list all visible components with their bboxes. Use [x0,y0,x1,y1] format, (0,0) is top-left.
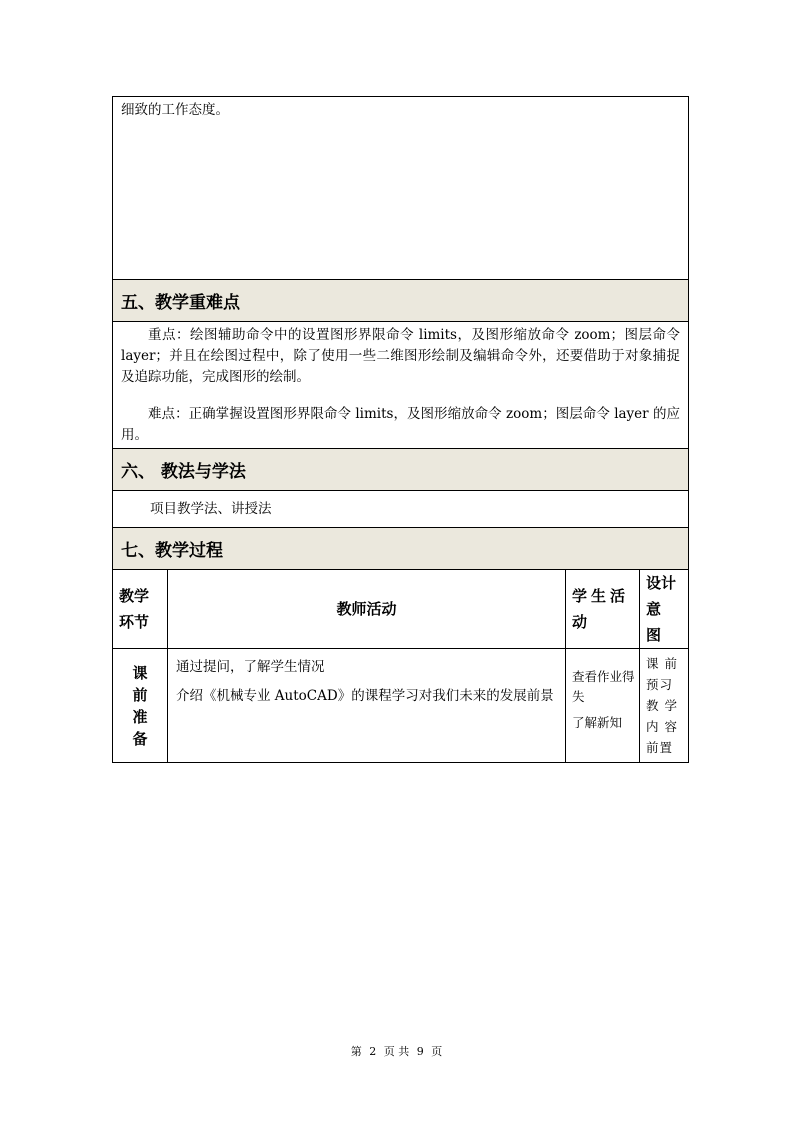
header-stage-line2: 环节 [119,613,150,631]
header-teacher: 教师活动 [168,570,566,649]
difficulty-text: 难点：正确掌握设置图形界限命令 limits，及图形缩放命令 zoom；图层命令 layer 的应用。 [121,406,680,443]
stage-char: 前 [132,685,148,704]
footer-mid: 页 共 [383,1045,410,1058]
design-line: 预习 [646,677,674,692]
student-activity-p2: 了解新知 [572,715,623,730]
design-line: 内 容 [646,719,678,734]
teacher-activity-p1: 通过提问，了解学生情况 [176,659,325,675]
key-point-text: 重点：绘图辅助命令中的设置图形界限命令 limits，及图形缩放命令 zoom；图层命令 layer；并且在绘图过程中，除了使用一些二维图形绘制及编辑命令外，还要借助于对象捕捉及追踪功能，完成图形的绘制。 [121,327,680,385]
header-student-line1: 学生活 [572,587,630,605]
teacher-activity-cell [168,649,566,763]
stage-char: 课 [132,663,148,682]
section5-content-row [113,322,689,449]
page-footer [0,1043,793,1059]
footer-suffix: 页 [431,1045,443,1058]
stage-char: 准 [132,707,148,726]
footer-prefix: 第 [350,1045,362,1058]
design-line: 教 学 [646,698,678,713]
section6-title: 六、 教法与学法 [113,449,689,491]
header-design [640,570,689,649]
paragraph-gap [121,388,680,404]
stage-cell [113,649,168,763]
section6-content: 项目教学法、讲授法 [113,491,689,528]
process-header-row [113,570,689,649]
section5-content-cell [113,322,689,449]
section5-header-row [113,280,689,322]
section5-title: 五、教学重难点 [113,280,689,322]
teacher-activity-p2: 介绍《机械专业 AutoCAD》的课程学习对我们未来的发展前景 [176,688,554,704]
header-stage [113,570,168,649]
process-row-preclass [113,649,689,763]
header-stage-line1: 教学 [119,587,150,605]
section7-title: 七、教学过程 [113,528,689,570]
header-design-line1: 设计 [646,574,677,592]
section6-content-row [113,491,689,528]
header-design-line3: 图 [646,626,662,644]
header-student-line2: 动 [572,613,592,631]
goal-tail-cell [113,97,689,280]
footer-total-pages: 9 [416,1045,424,1058]
stage-char: 备 [132,729,148,748]
lesson-plan-table [112,96,689,763]
section6-header-row [113,449,689,491]
header-student [566,570,640,649]
footer-page-number: 2 [369,1045,377,1058]
design-line: 课 前 [646,656,678,671]
section7-header-row [113,528,689,570]
goal-tail-text: 细致的工作态度。 [121,102,229,118]
student-activity-p1: 查看作业得失 [572,669,635,704]
header-design-line2: 意 [646,600,662,618]
design-line: 前置 [646,740,674,755]
design-intent-cell [640,649,689,763]
goal-tail-row [113,97,689,280]
student-activity-cell [566,649,640,763]
